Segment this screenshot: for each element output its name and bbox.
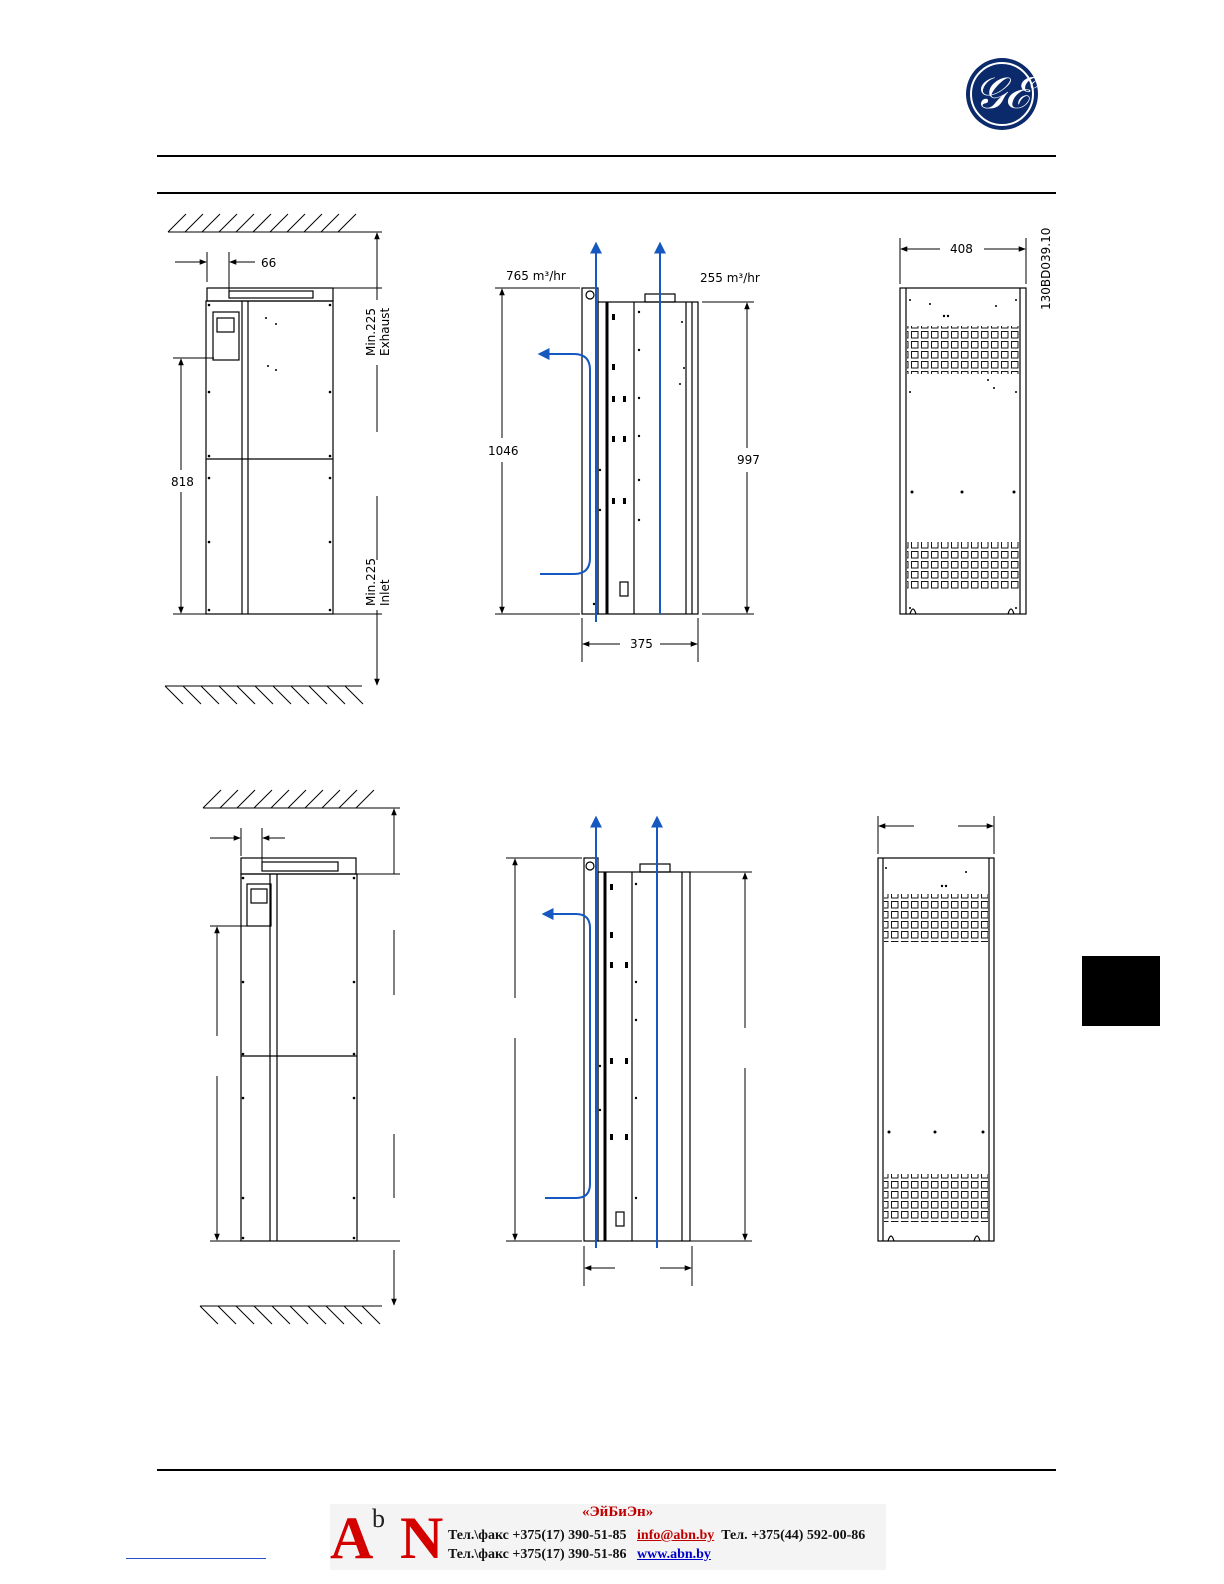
- ceiling-hatch-top: [168, 214, 356, 232]
- svg-text:𝒢ℰ: 𝒢ℰ: [973, 69, 1031, 118]
- back-view-cabinet: [900, 288, 1026, 614]
- abn-phone-3: Тел.\факс +375(17) 390-51-86: [448, 1547, 627, 1562]
- abn-footer-banner: [330, 1504, 886, 1570]
- airflow-left-label: 765 m³/hr: [506, 269, 566, 283]
- chapter-tab: [1082, 956, 1160, 1026]
- abn-website-link[interactable]: www.abn.by: [637, 1547, 711, 1562]
- clearance-bottom-inlet-label: Inlet: [378, 579, 392, 606]
- side-view-cabinet: [582, 288, 698, 614]
- abn-company-name: «ЭйБиЭн»: [582, 1504, 654, 1520]
- ceiling-hatch-bottom: [203, 790, 374, 808]
- dim-clearance-top: [333, 232, 382, 685]
- dim-side-top: [495, 288, 754, 662]
- dim-818-label: 818: [171, 475, 194, 489]
- abn-logo-letter-b: b: [372, 1504, 385, 1533]
- floor-hatch-bottom: [200, 1306, 382, 1324]
- dims-back-2: [878, 816, 994, 854]
- dims-side-2: [506, 858, 752, 1286]
- drawing-id-label: 130BD039.10: [1039, 227, 1053, 310]
- dim-375-label: 375: [630, 637, 653, 651]
- dim-408-label: 408: [950, 242, 973, 256]
- abn-phone-1: Тел.\факс +375(17) 390-51-85: [448, 1528, 627, 1543]
- front-view-rivets: [208, 304, 332, 612]
- floor-hatch-top: [165, 686, 363, 704]
- back-view-cabinet-2: [878, 858, 994, 1241]
- dim-1046-label: 1046: [488, 444, 519, 458]
- abn-logo-letter-a: A: [330, 1505, 374, 1571]
- dim-997-label: 997: [737, 453, 760, 467]
- airflow-arrows-bottom: [544, 818, 657, 1248]
- dim-66: [175, 252, 255, 296]
- dim-66-label: 66: [261, 256, 277, 270]
- abn-email-link[interactable]: info@abn.by: [637, 1528, 715, 1543]
- front-view-rivets-2: [242, 877, 356, 1240]
- clearance-top-min-label: Min.225: [364, 307, 378, 356]
- ge-logo: [966, 58, 1041, 130]
- abn-logo-letter-n: N: [400, 1505, 444, 1571]
- airflow-arrows-top: [540, 244, 660, 622]
- abn-phone-2: Тел. +375(44) 592-00-86: [721, 1528, 866, 1543]
- abn-contact-line-2: [448, 1547, 711, 1563]
- airflow-right-label: 255 m³/hr: [700, 271, 760, 285]
- front-view-cabinet: [206, 288, 333, 614]
- footer-link-underline: [126, 1558, 266, 1559]
- clearance-top-exhaust-label: Exhaust: [378, 307, 392, 356]
- front-view-cabinet-2: [241, 858, 357, 1241]
- abn-contact-line-1: [448, 1528, 865, 1544]
- clearance-bottom-min-label: Min.225: [364, 557, 378, 606]
- side-view-cabinet-2: [584, 858, 690, 1241]
